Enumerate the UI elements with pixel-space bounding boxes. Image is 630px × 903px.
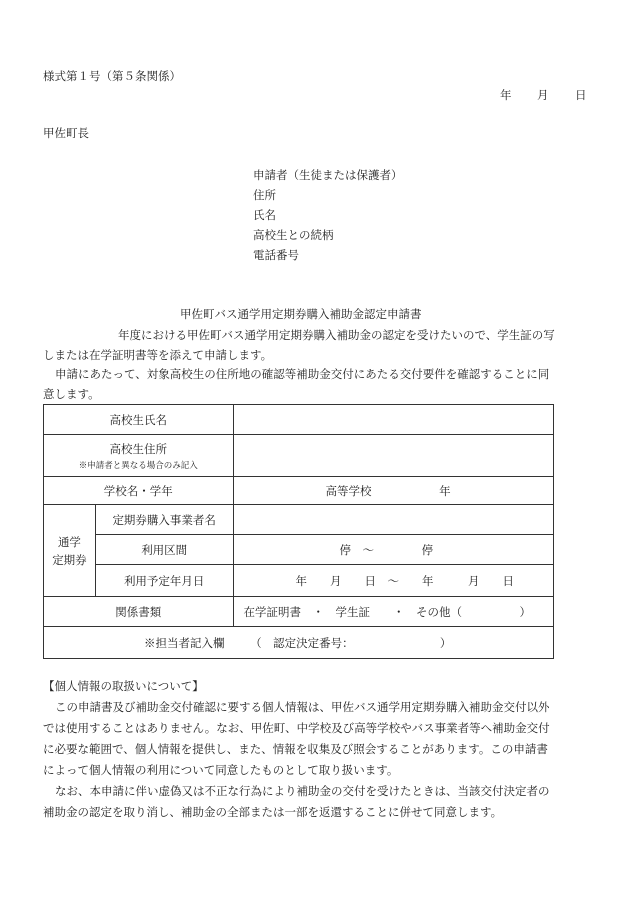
section-field[interactable] (233, 535, 553, 565)
privacy-line-1: この申請書及び補助金交付確認に要する個人情報は、甲佐バス通学用定期券購入補助金交付以外 (55, 700, 550, 714)
documents-field[interactable] (233, 597, 553, 627)
pass-group-label-1: 通学 (57, 534, 81, 549)
school-value: 高等学校 (325, 483, 372, 498)
addressee: 甲佐町長 (43, 126, 89, 140)
student-address-label: 高校生住所 (109, 441, 167, 456)
privacy-line-6: 補助金の認定を取り消し、補助金の全部または一部を返還することに併せて同意します。 (43, 805, 503, 819)
student-address-field[interactable] (233, 435, 553, 477)
stop-to: 停 (421, 542, 434, 557)
privacy-line-5: なお、本申請に伴い虚偽又は不正な行為により補助金の交付を受けたときは、当該交付決定者の (55, 784, 550, 798)
vendor-label: 定期券購入事業者名 (95, 505, 233, 535)
vendor-field[interactable] (233, 505, 553, 535)
period-field[interactable] (233, 565, 553, 597)
date-day: 日 (575, 88, 587, 102)
student-name-field[interactable] (233, 405, 553, 435)
applicant-name-label: 氏名 (253, 208, 276, 222)
pass-group-label-2: 定期券 (52, 552, 87, 567)
applicant-title: 申請者（生徒または保護者） (253, 168, 403, 182)
staff-cell (44, 627, 554, 659)
application-table (43, 404, 554, 659)
student-address-cell (44, 435, 234, 477)
intro-line-1: 年度における甲佐町バス通学用定期券購入補助金の認定を受けたいので、学生証の写 (118, 328, 555, 342)
applicant-address-label: 住所 (253, 188, 276, 202)
document-title: 甲佐町バス通学用定期券購入補助金認定申請書 (180, 307, 422, 321)
privacy-heading: 【個人情報の取扱いについて】 (43, 679, 204, 693)
table-row (44, 435, 554, 477)
privacy-line-4: によって個人情報の利用について同意したものとして取り扱います。 (43, 763, 399, 777)
table-row (44, 405, 554, 435)
period-value: 年 月 日 ～ 年 月 日 (295, 573, 515, 588)
privacy-line-2: では使用することはありません。なお、甲佐町、中学校及び高等学校やバス事業者等へ補助金交付 (43, 721, 550, 735)
grade-value: 年 (439, 483, 451, 498)
table-row (44, 597, 554, 627)
applicant-relation-label: 高校生との続柄 (253, 228, 334, 242)
form-number: 様式第１号（第５条関係） (43, 69, 181, 83)
table-row (44, 505, 554, 535)
period-label: 利用予定年月日 (95, 565, 233, 597)
staff-value: （ 認定決定番号： ） (250, 635, 452, 650)
intro-line-2: しまたは在学証明書等を添えて申請します。 (43, 348, 273, 362)
stop-from: 停 ～ (339, 542, 375, 557)
consent-line-2: 意します。 (43, 387, 100, 401)
consent-line-1: 申請にあたって、対象高校生の住所地の確認等補助金交付にあたる交付要件を確認することに同 (55, 367, 550, 381)
date-year: 年 (500, 88, 512, 102)
pass-group-label (44, 505, 96, 597)
table-row (44, 535, 554, 565)
applicant-phone-label: 電話番号 (253, 248, 299, 262)
student-name-label: 高校生氏名 (44, 405, 234, 435)
privacy-line-3: に必要な範囲で、個人情報を提供し、また、情報を収集及び照会することがあります。この申請書 (43, 742, 548, 756)
table-row (44, 477, 554, 505)
documents-label: 関係書類 (44, 597, 234, 627)
documents-value: 在学証明書 ・ 学生証 ・ その他（ ） (243, 604, 532, 619)
table-row (44, 627, 554, 659)
school-field[interactable] (233, 477, 553, 505)
student-address-note: ※申請者と異なる場合のみ記入 (78, 460, 198, 471)
section-label: 利用区間 (95, 535, 233, 565)
school-label: 学校名・学年 (44, 477, 234, 505)
staff-label: ※担当者記入欄 (144, 635, 225, 650)
table-row (44, 565, 554, 597)
date-month: 月 (537, 88, 549, 102)
